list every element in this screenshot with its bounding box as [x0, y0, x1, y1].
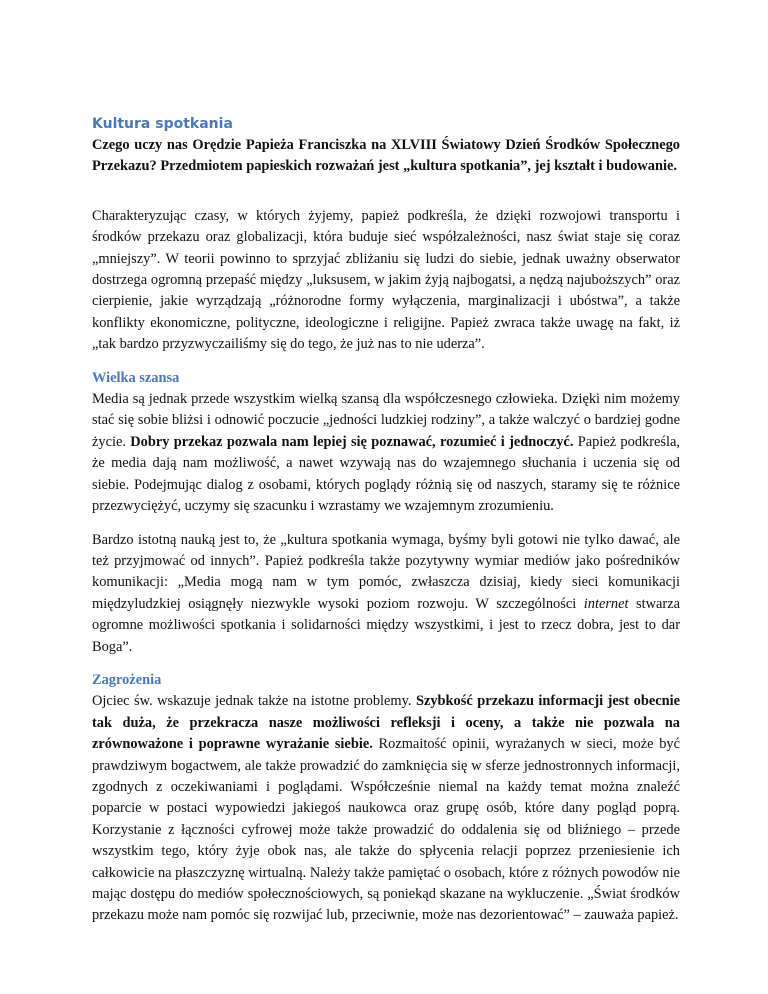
text-run: Bardzo istotną nauką jest to, że „kultura spotkania wymaga, byśmy byli gotowi nie tylko dawać, ale też przyjmować od innych”. Papież podkreśla także pozytywny wymiar mediów jako pośredników komunikacji: „Media mogą nam w tym pomóc, zwłaszcza dzisiaj, kiedy sieci komunikacji międzyludzkiej osiągnęły niezwykle wysoki poziom rozwoju. W szczególności: [92, 531, 680, 612]
text-run: Ojciec św. wskazuje jednak także na istotne problemy.: [92, 693, 416, 710]
opportunity-paragraph-2: [92, 530, 680, 658]
text-run: Media są jednak przede wszystkim wielką szansą dla współczesnego człowieka. Dzięki nim możemy stać się sobie bliżsi i odnowić poczucie „jedności ludzkiej rodziny”, a także walczyć o bardziej godne życie.: [92, 391, 680, 450]
article-title: Kultura spotkania: [92, 116, 233, 132]
article-lead: Czego uczy nas Orędzie Papieża Franciszka na XLVIII Światowy Dzień Środków Społecznego Przekazu? Przedmiotem papieskich rozważań jest „kultura spotkania”, jej kształt i budowanie.: [92, 137, 680, 175]
text-run: Papież podkreśla, że media dają nam możliwość, a nawet wzywają nas do wzajemnego słuchania i uczenia się od siebie. Podejmując dialog z osobami, których poglądy różnią się od naszych, staramy się te różnice przezwyciężyć, uczymy się szacunku i wzrastamy we wzajemnym zrozumieniu.: [92, 433, 680, 515]
spacer: [92, 356, 680, 368]
threats-paragraph-1: [92, 691, 680, 926]
italic-text-run: internet: [583, 595, 629, 612]
spacer: [92, 518, 680, 530]
section-heading-threats: Zagrożenia: [92, 671, 162, 688]
bold-text-run: Szybkość przekazu informacji jest obecnie tak duża, że przekracza nasze możliwości refleksji i oceny, a także nie pozwala na zrównoważone i poprawne wyrażanie siebie.: [92, 693, 681, 753]
spacer: [92, 178, 680, 206]
text-run: Rozmaitość opinii, wyrażanych w sieci, może być prawdziwym bogactwem, ale także prowadzić do zamknięcia się w sferze jednostronnych informacji, zgodnych z oczekiwaniami i poglądami. Współcześnie niemal na każdy temat można znaleźć poparcie w postaci wypowiedzi jakiegoś naukowca oraz grupę osób, które dany pogląd poprą. Korzystanie z łączności cyfrowej może także prowadzić do oddalenia się od bliźniego – przede wszystkim tego, który żyje obok nas, ale także do spłycenia relacji poprzez przeniesienie ich całkowicie na płaszczyznę wirtualną. Należy także pamiętać o osobach, które z różnych powodów nie mając dostępu do mediów społecznościowych, są poniekąd skazane na wykluczenie. „Świat środków przekazu może nam pomóc się rozwijać lub, przeciwnie, może nas dezorientować” – zauważa papież.: [92, 736, 680, 924]
text-run: stwarza ogromne możliwości spotkania i solidarności między wszystkimi, i jest to rzecz dobra, jest to dar Boga”.: [92, 595, 680, 655]
spacer: [92, 658, 680, 670]
section-heading-opportunity: Wielka szansa: [92, 369, 180, 386]
article: [92, 114, 680, 927]
opportunity-paragraph-1: [92, 389, 680, 517]
intro-paragraph: Charakteryzując czasy, w których żyjemy, papież podkreśla, że dzięki rozwojowi transportu i środków przekazu oraz globalizacji, która buduje sieć współzależności, nasz świat staje się coraz „mniejszy”. W teorii powinno to sprzyjać zbliżaniu się ludzi do siebie, jednak uważny obserwator dostrzega ogromną przepaść między „luksusem, w jakim żyją najbogatsi, a nędzą najuboższych” oraz cierpienie, jakie wyrządzają „różnorodne formy wyłączenia, marginalizacji i ubóstwa”, a także konflikty ekonomiczne, polityczne, ideologiczne i religijne. Papież zwraca także uwagę na fakt, iż „tak bardzo przyzwyczailiśmy się do tego, że już nas to nie uderza”.: [92, 207, 680, 353]
bold-text-run: Dobry przekaz pozwala nam lepiej się poznawać, rozumieć i jednoczyć.: [130, 433, 574, 450]
